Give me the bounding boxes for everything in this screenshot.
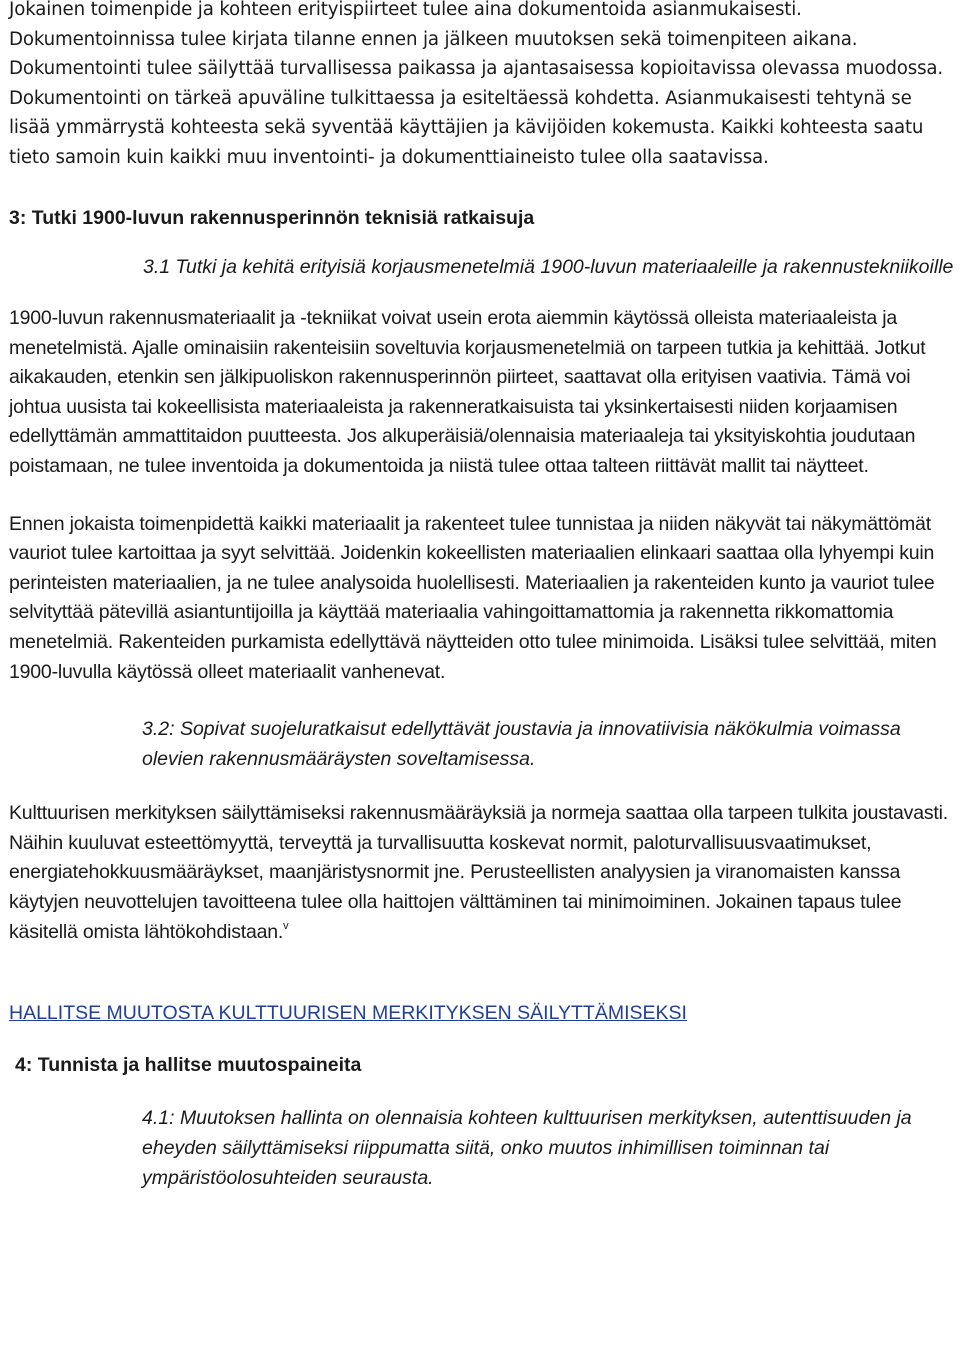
subsection-3-1-heading: 3.1 Tutki ja kehitä erityisiä korjausmenetelmiä 1900-luvun materiaaleille ja rakennustekniikoille [143,256,954,278]
subsection-4-1-heading: 4.1: Muutoksen hallinta on olennaisia kohteen kulttuurisen merkityksen, autenttisuuden ja eheyden säilyttämiseksi riippumatta siitä, onko muutos inhimillisen toiminnan tai ympäristöolosuhteiden seurausta. [142,1107,912,1190]
subsection-3-2-heading: 3.2: Sopivat suojeluratkaisut edellyttävät joustavia ja innovatiivisia näkökulmia voimassa olevien rakennusmääräysten soveltamisessa. [142,718,901,771]
section-3-2-paragraph [9,799,957,947]
section-3-heading: 3: Tutki 1900-luvun rakennusperinnön teknisiä ratkaisuja [9,207,535,229]
part-heading-link[interactable]: HALLITSE MUUTOSTA KULTTUURISEN MERKITYKSEN SÄILYTTÄMISEKSI [9,1002,687,1025]
endnote-marker[interactable]: v [283,919,289,932]
section-3-2-paragraph-text: Kulttuurisen merkityksen säilyttämiseksi rakennusmääräyksiä ja normeja saattaa olla tarpeen tulkita joustavasti. Näihin kuuluvat esteettömyyttä, terveyttä ja turvallisuutta koskevat normit, paloturvallisuusvaatimukset, energiatehokkuusmääräykset, maanjäristysnormit jne. Perusteellisten analyysien ja viranomaisten kanssa käytyjen neuvottelujen tavoitteena tulee olla haittojen välttäminen tai minimoiminen. Jokainen tapaus tulee käsitellä omista lähtökohdistaan. [9,802,948,943]
section-3-1-paragraph-2: Ennen jokaista toimenpidettä kaikki materiaalit ja rakenteet tulee tunnistaa ja niiden näkyvät tai näkymättömät vauriot tulee kartoittaa ja syyt selvittää. Joidenkin kokeellisten materiaalien elinkaari saattaa olla lyhyempi kuin perinteisten materiaalien, ja ne tulee analysoida huolellisesti. Materiaalien ja rakenteiden kunto ja vauriot tulee selvityttää pätevillä asiantuntijoilla ja käyttää materiaalia vahingoittamattomia ja rakennetta rikkomattomia menetelmiä. Rakenteiden purkamista edellyttävä näytteiden otto tulee minimoida. Lisäksi tulee selvittää, miten 1900-luvulla käytössä olleet materiaalit vanhenevat. [9,512,937,683]
document-page [9,0,957,1193]
intro-paragraph: Jokainen toimenpide ja kohteen erityispiirteet tulee aina dokumentoida asianmukaisesti. Dokumentoinnissa tulee kirjata tilanne ennen ja jälkeen muutoksen sekä toimenpiteen aikana. Dokumentointi tulee säilyttää turvallisessa paikassa ja ajantasaisessa kopioitavissa olevassa muodossa. Dokumentointi on tärkeä apuväline tulkittaessa ja esiteltäessä kohdetta. Asianmukaisesti tehtynä se lisää ymmärrystä kohteesta sekä syventää käyttäjien ja kävijöiden kokemusta. Kaikki kohteesta saatu tieto samoin kuin kaikki muu inventointi- ja dokumenttiaineisto tulee olla saatavissa. [9,0,944,168]
section-3-1-paragraph-1: 1900-luvun rakennusmateriaalit ja -tekniikat voivat usein erota aiemmin käytössä olleista materiaaleista ja menetelmistä. Ajalle ominaisiin rakenteisiin soveltuvia korjausmenetelmiä on tarpeen tutkia ja kehittää. Jotkut aikakauden, etenkin sen jälkipuoliskon rakennusperinnön piirteet, saattavat olla erityisen vaativia. Tämä voi johtua uusista tai kokeellisista materiaaleista ja rakenneratkaisuista tai yksinkertaisesti niiden korjaamisen edellyttämän ammattitaidon puutteesta. Jos alkuperäisiä/olennaisia materiaaleja tai yksityiskohtia joudutaan poistamaan, ne tulee inventoida ja dokumentoida ja niistä tulee ottaa talteen riittävät mallit tai näytteet. [9,307,926,477]
section-4-heading: 4: Tunnista ja hallitse muutospaineita [15,1054,362,1077]
